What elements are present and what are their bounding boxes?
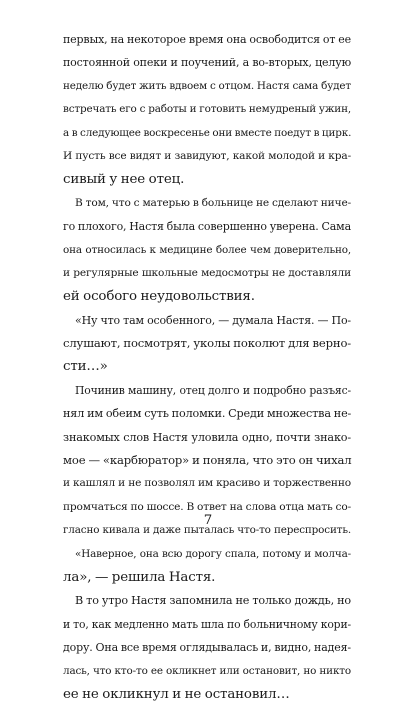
text-line: и регулярные школьные медосмотры не доставляли bbox=[63, 266, 351, 279]
text-line: встречать его с работы и готовить немудреный ужин, bbox=[63, 103, 351, 116]
text-line: она относилась к медицине более чем доверительно, bbox=[63, 243, 351, 256]
text-line: знакомых слов Настя уловила одно, почти знако- bbox=[63, 430, 351, 444]
text-line: первых, на некоторое время она освободится от ее bbox=[63, 33, 351, 46]
text-line: промчаться по шоссе. В ответ на слова отца мать со- bbox=[63, 500, 351, 513]
text-line: постоянной опеки и поучений, а во-вторых, целую bbox=[63, 56, 351, 70]
text-line: «Ну что там особенного, — думала Настя. — По- bbox=[75, 313, 351, 327]
text-line: неделю будет жить вдвоем с отцом. Настя сама будет bbox=[63, 79, 351, 92]
text-line: ее не окликнул и не остановил… bbox=[63, 686, 290, 702]
text-line: гласно кивала и даже пыталась что-то переспросить. bbox=[63, 524, 351, 537]
text-line: дору. Она все время оглядывалась и, видно, надея- bbox=[63, 641, 351, 655]
text-line: ла», — решила Настя. bbox=[63, 569, 216, 585]
text-line: и кашлял и не позволял им красиво и торжественно bbox=[63, 477, 351, 490]
text-line: лась, что кто-то ее окликнет или остановит, но никто bbox=[63, 664, 351, 677]
text-line: И пусть все видят и завидуют, какой молодой и кра- bbox=[63, 149, 351, 162]
text-line: мое — «карбюратор» и поняла, что это он чихал bbox=[63, 453, 352, 468]
text-line: нял им обеим суть поломки. Среди множества не- bbox=[63, 407, 352, 421]
text-line: В то утро Настя запомнила не только дождь, но bbox=[75, 594, 351, 608]
text-line: и то, как медленно мать шла по больничному кори- bbox=[63, 617, 351, 631]
text-line: ей особого неудовольствия. bbox=[63, 289, 255, 305]
text-line: а в следующее воскресенье они вместе поедут в цирк. bbox=[63, 126, 352, 139]
text-line: сти…» bbox=[63, 359, 108, 375]
page-number: 7 bbox=[203, 513, 213, 528]
text-line: Починив машину, отец долго и подробно разъяс- bbox=[75, 383, 351, 397]
text-line: слушают, посмотрят, уколы поколют для верно- bbox=[63, 336, 352, 351]
text-line: «Наверное, она всю дорогу спала, потому и молча- bbox=[75, 547, 351, 560]
text-line: сивый у нее отец. bbox=[63, 172, 185, 188]
text-line: В том, что с матерью в больнице не сделают ниче- bbox=[75, 196, 351, 209]
text-line: го плохого, Настя была совершенно уверена. Сама bbox=[63, 220, 351, 234]
body-text bbox=[63, 28, 351, 706]
